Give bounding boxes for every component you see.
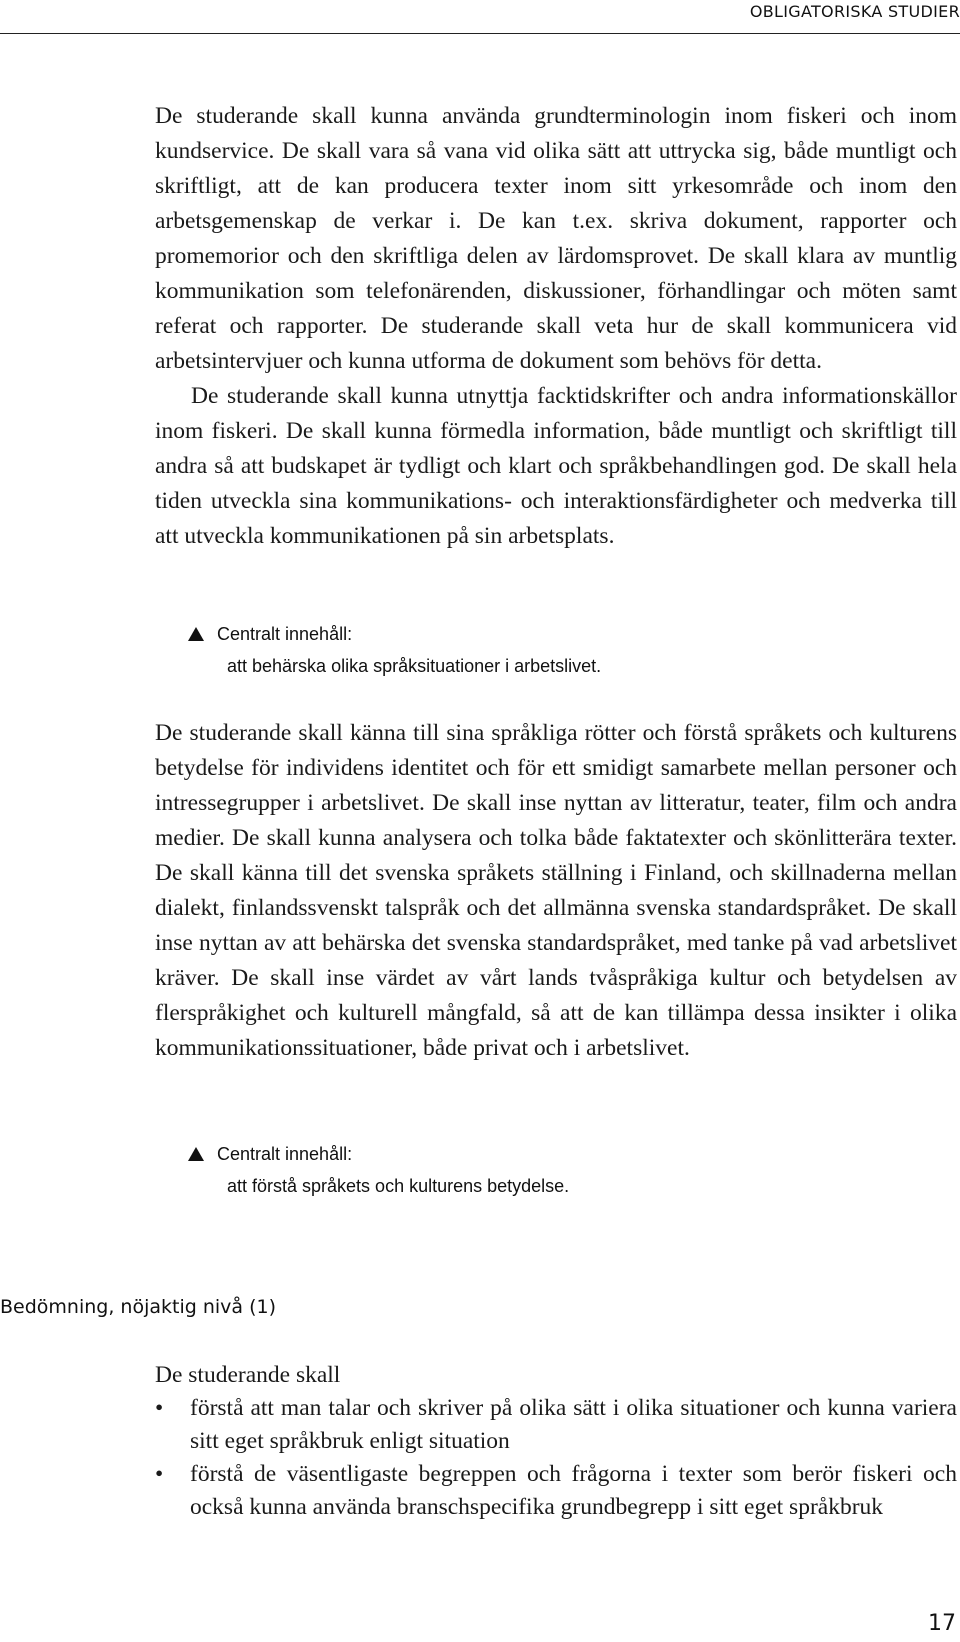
callout-text: att behärska olika språksituationer i arbetslivet. xyxy=(227,656,602,676)
body-paragraph: De studerande skall kunna utnyttja facktidskrifter och andra informationskällor inom fiskeri. De skall kunna förmedla information, både muntligt och skriftligt till andra så att budskapet är tydligt och klart och språkbehandlingen god. De skall hela tiden utveckla sina kommunikations- och interaktionsfärdigheter och medverka till att utveckla kommunikationen på sin arbetsplats. xyxy=(155,383,957,549)
body-paragraph: De studerande skall känna till sina språkliga rötter och förstå språkets och kulturens betydelse för individens identitet och för ett smidigt samarbete mellan personer och intressegrupper i arbetslivet. De skall inse nyttan av litteratur, teater, film och andra medier. De skall kunna analysera och tolka både faktatexter och skönlitterära texter. De skall känna till det svenska språkets ställning i Finland, och skillnaderna mellan dialekt, finlandssvenskt talspråk och det allmänna svenska standardspråket. De skall inse nyttan av att behärska det svenska standardspråket, med tanke på vad arbetslivet kräver. De skall inse värdet av vårt lands tvåspråkiga kultur och betydelsen av flerspråkighet och kulturell mångfald, så att de kan tillämpa dessa insikter i olika kommunikationssituationer, både privat och i arbetslivet. xyxy=(155,720,957,1061)
core-content-callout xyxy=(188,618,908,682)
callout-text: att förstå språkets och kulturens betydelse. xyxy=(227,1176,570,1196)
header-divider xyxy=(0,33,960,34)
triangle-bullet-icon xyxy=(188,1147,204,1161)
core-content-callout xyxy=(188,1138,908,1202)
callout-title: Centralt innehåll: xyxy=(217,1144,353,1164)
intro-text-block xyxy=(155,99,957,554)
assessment-criteria-list xyxy=(155,1392,957,1524)
callout-title: Centralt innehåll: xyxy=(217,624,353,644)
body-paragraph: De studerande skall kunna använda grundterminologin inom fiskeri och inom kundservice. De skall vara så vana vid olika sätt att uttrycka sig, både muntligt och skriftligt, att de kan producera texter inom sitt yrkesområde och inom den arbetsgemenskap de verkar i. De kan t.ex. skriva dokument, rapporter och promemorior och den skriftliga delen av lärdomsprovet. De skall klara av muntlig kommunikation som telefonärenden, diskussioner, förhandlingar och möten samt referat och rapporter. De studerande skall veta hur de skall kommunicera vid arbetsintervjuer och kunna utforma de dokument som behövs för detta. xyxy=(155,103,957,374)
assessment-intro: De studerande skall xyxy=(155,1362,341,1388)
assessment-heading: Bedömning, nöjaktig nivå (1) xyxy=(0,1296,277,1318)
list-item: • förstå de väsentligaste begreppen och frågorna i texter som berör fiskeri och också kunna använda branschspecifika grundbegrepp i sitt eget språkbruk xyxy=(155,1458,957,1524)
list-item: • förstå att man talar och skriver på olika sätt i olika situationer och kunna variera sitt eget språkbruk enligt situation xyxy=(155,1392,957,1458)
language-culture-text-block xyxy=(155,716,957,1066)
triangle-bullet-icon xyxy=(188,627,204,641)
page-number: 17 xyxy=(928,1611,956,1636)
running-header: OBLIGATORISKA STUDIER xyxy=(749,2,960,21)
